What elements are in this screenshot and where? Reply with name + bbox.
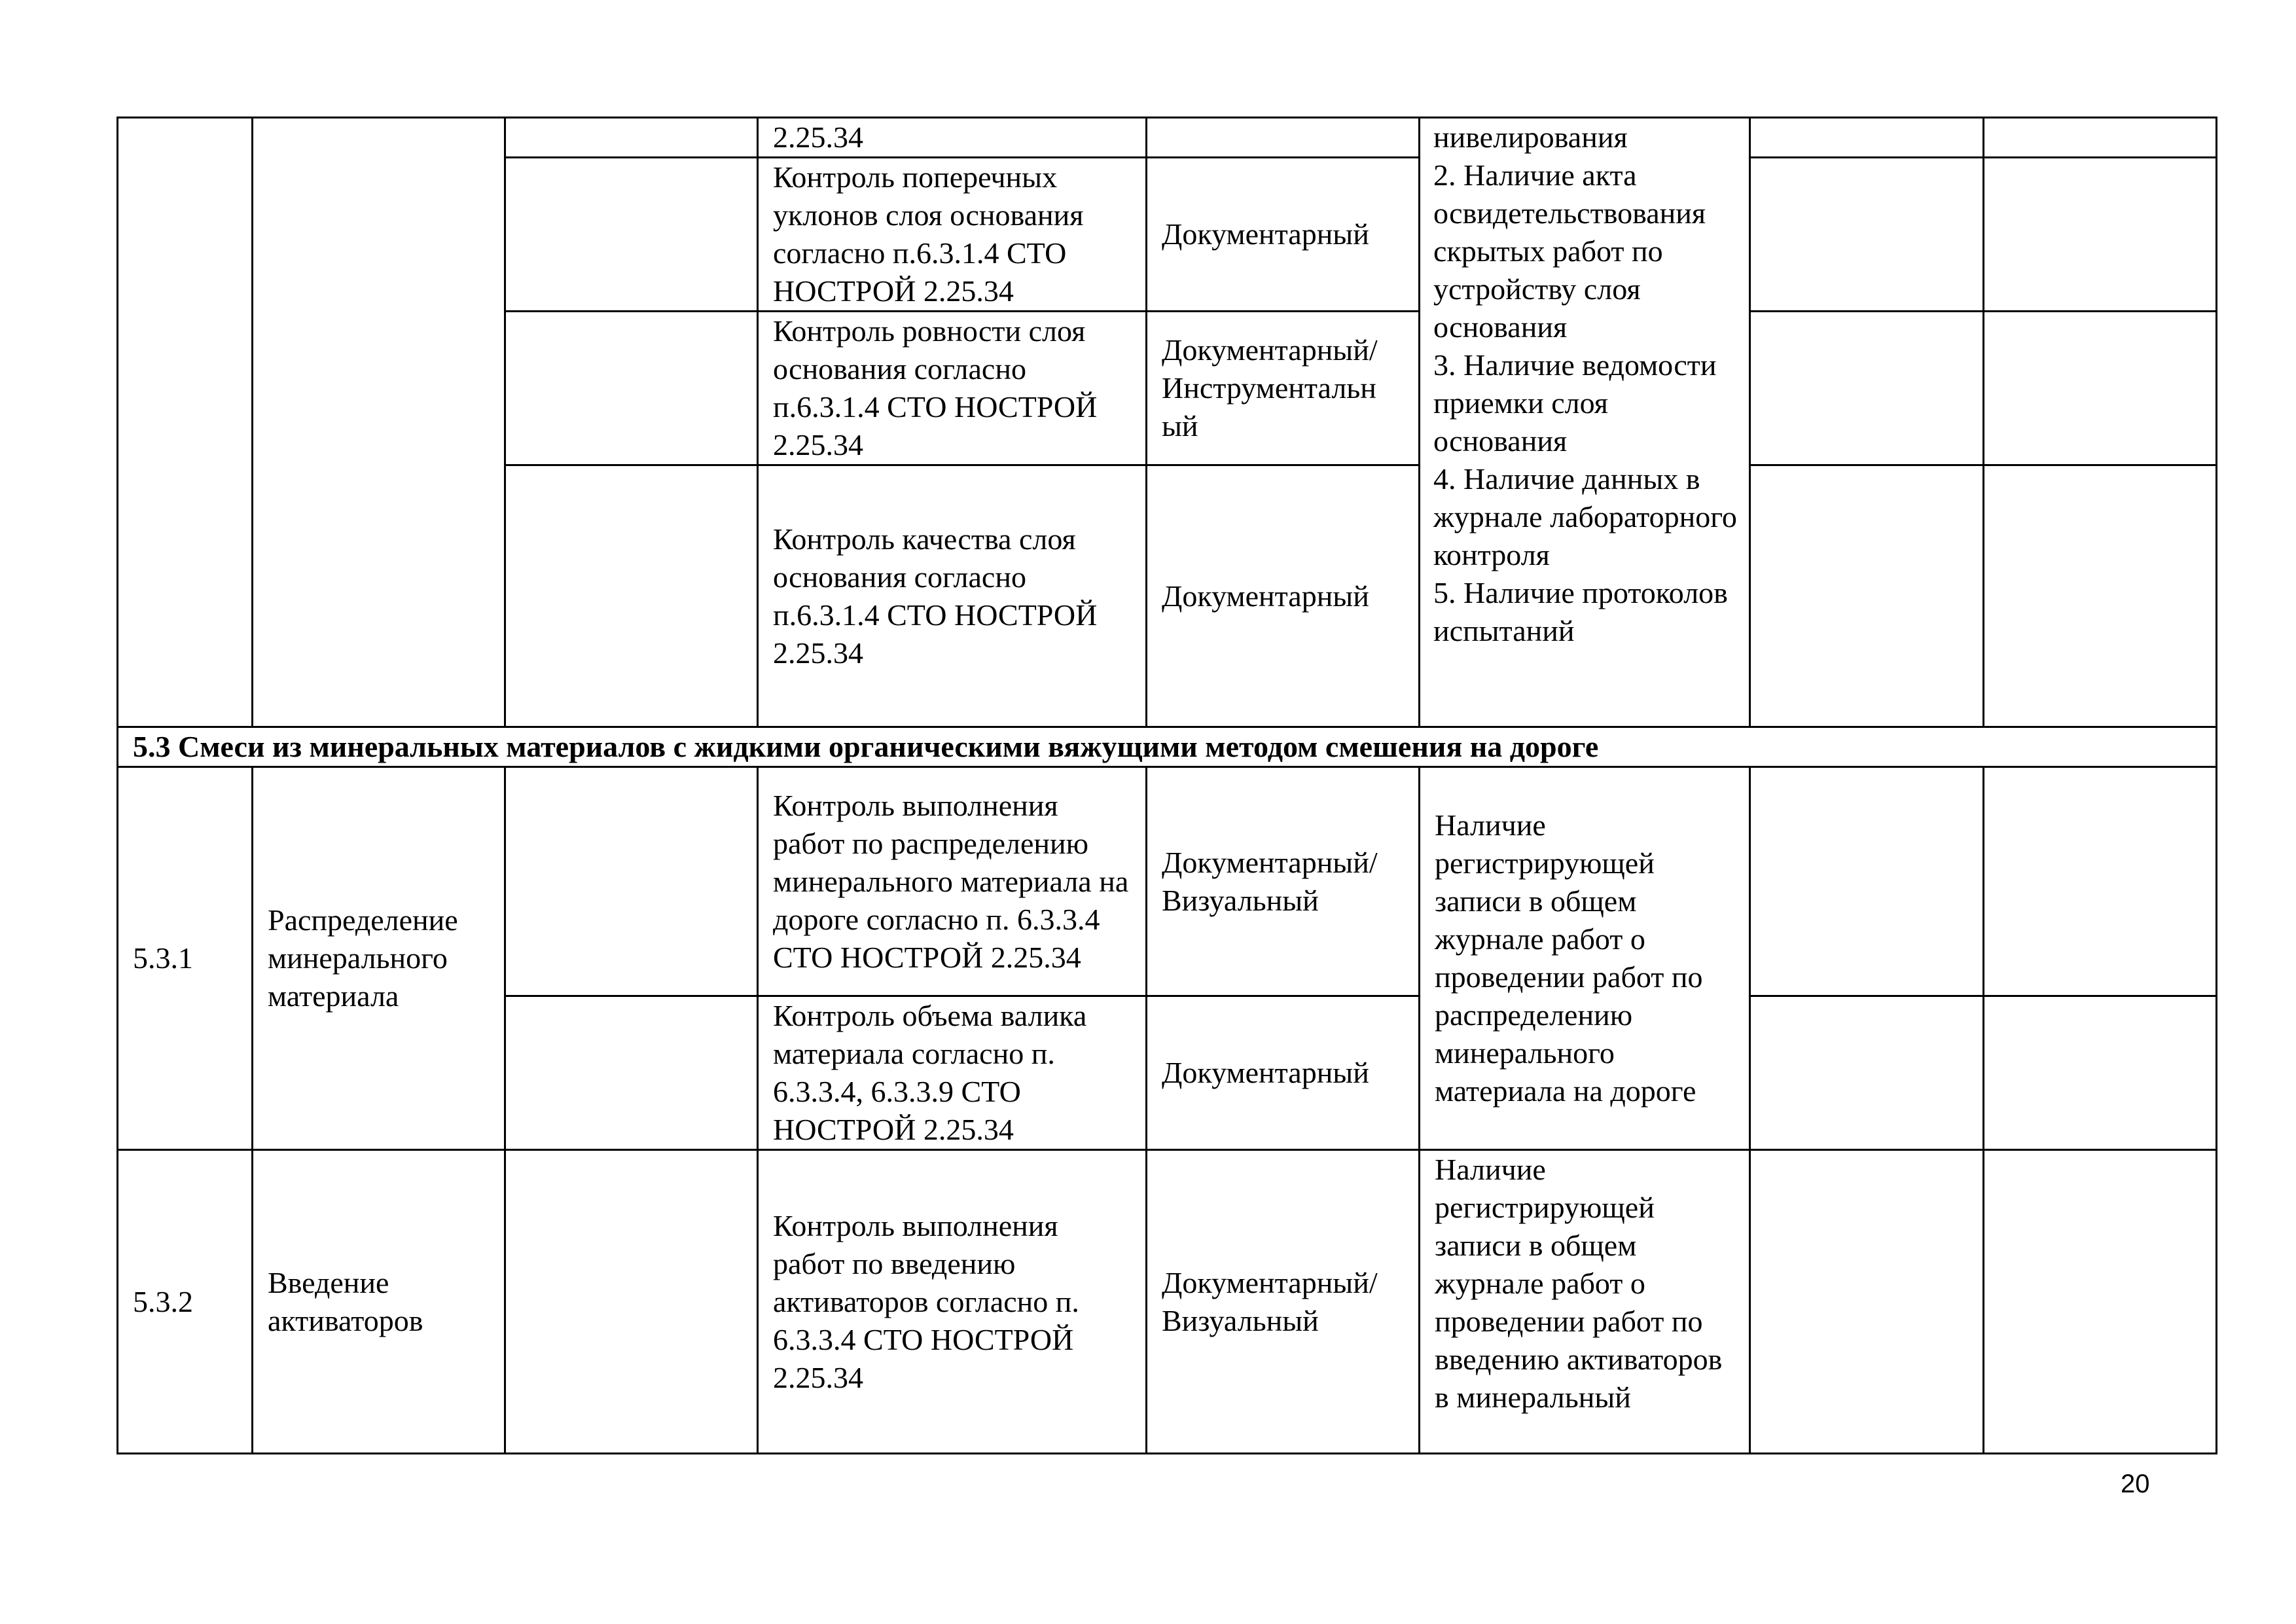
docs-text: Наличие регистрирующей записи в общем журнале работ о проведении работ по введению активаторов в минеральный: [1420, 1150, 1750, 1454]
check-text: 2.25.34: [758, 118, 1147, 158]
cell-empty: [1984, 996, 2217, 1150]
page-number: 20: [2121, 1470, 2150, 1498]
item-number: 5.3.1: [118, 767, 253, 1150]
check-text: Контроль качества слоя основания согласно п.6.3.1.4 СТО НОСТРОЙ 2.25.34: [758, 465, 1147, 727]
cell-name-empty: [253, 118, 505, 727]
section-title: 5.3 Смеси из минеральных материалов с жидкими органическими вяжущими методом смешения на дороге: [118, 727, 2217, 767]
cell-empty: [1984, 158, 2217, 312]
cell-empty: [1750, 312, 1984, 465]
item-name: Введение активаторов: [253, 1150, 505, 1454]
cell-empty: [1984, 465, 2217, 727]
cell-empty: [505, 158, 758, 312]
cell-empty: [1984, 312, 2217, 465]
method-text: Документарный/ Визуальный: [1147, 767, 1420, 996]
method-text: Документарный/ Визуальный: [1147, 1150, 1420, 1454]
cell-empty: [1750, 465, 1984, 727]
docs-text: нивелирования 2. Наличие акта освидетельствования скрытых работ по устройству слоя основания 3. Наличие ведомости приемки слоя основания 4. Наличие данных в журнале лабораторного контроля 5. Наличие протоколов испытаний: [1420, 118, 1750, 727]
method-text: Документарный: [1147, 158, 1420, 312]
cell-empty: [505, 118, 758, 158]
cell-empty: [505, 312, 758, 465]
cell-empty: [505, 465, 758, 727]
cell-empty: [1750, 158, 1984, 312]
cell-empty: [505, 767, 758, 996]
requirements-table: [117, 117, 2217, 1454]
cell-empty: [1750, 1150, 1984, 1454]
method-text: Документарный: [1147, 996, 1420, 1150]
item-name: Распределение минерального материала: [253, 767, 505, 1150]
docs-text: Наличие регистрирующей записи в общем журнале работ о проведении работ по распределению минерального материала на дороге: [1420, 767, 1750, 1150]
method-text: Документарный/ Инструментальн ый: [1147, 312, 1420, 465]
check-text: Контроль объема валика материала согласно п. 6.3.3.4, 6.3.3.9 СТО НОСТРОЙ 2.25.34: [758, 996, 1147, 1150]
item-number: 5.3.2: [118, 1150, 253, 1454]
cell-empty: [1750, 767, 1984, 996]
cell-empty: [1984, 118, 2217, 158]
cell-empty: [505, 996, 758, 1150]
cell-empty: [1984, 767, 2217, 996]
cell-empty: [1750, 996, 1984, 1150]
method-text: [1147, 118, 1420, 158]
cell-empty: [1984, 1150, 2217, 1454]
cell-empty: [1750, 118, 1984, 158]
check-text: Контроль ровности слоя основания согласно п.6.3.1.4 СТО НОСТРОЙ 2.25.34: [758, 312, 1147, 465]
check-text: Контроль выполнения работ по распределению минерального материала на дороге согласно п. 6.3.3.4 СТО НОСТРОЙ 2.25.34: [758, 767, 1147, 996]
check-text: Контроль выполнения работ по введению активаторов согласно п. 6.3.3.4 СТО НОСТРОЙ 2.25.34: [758, 1150, 1147, 1454]
cell-empty: [505, 1150, 758, 1454]
method-text: Документарный: [1147, 465, 1420, 727]
cell-num-empty: [118, 118, 253, 727]
check-text: Контроль поперечных уклонов слоя основания согласно п.6.3.1.4 СТО НОСТРОЙ 2.25.34: [758, 158, 1147, 312]
